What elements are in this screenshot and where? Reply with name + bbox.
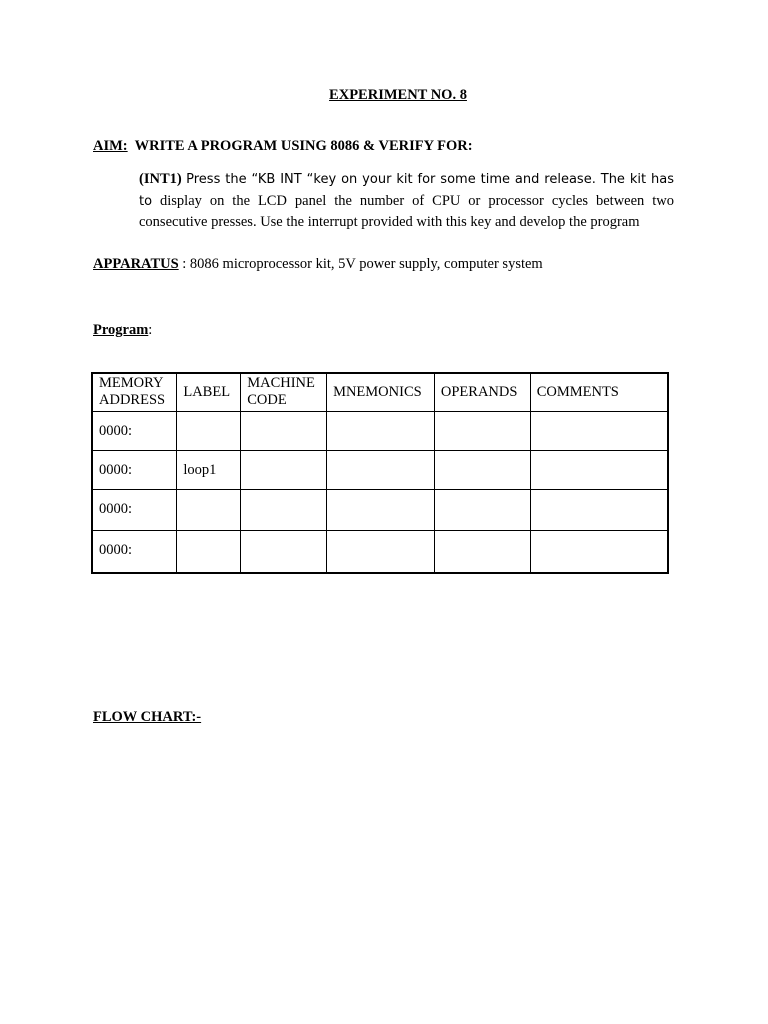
cell-mnemonics (327, 411, 435, 450)
table-row (92, 450, 668, 489)
apparatus-line (93, 256, 543, 273)
aim-text: WRITE A PROGRAM USING 8086 & VERIFY FOR: (134, 138, 473, 154)
cell-machine-code (241, 489, 327, 530)
cell-operands (434, 489, 530, 530)
cell-label (177, 530, 241, 573)
cell-label (177, 489, 241, 530)
cell-label (177, 411, 241, 450)
apparatus-text: : 8086 microprocessor kit, 5V power supply, computer system (182, 256, 543, 272)
cell-comments (530, 530, 668, 573)
cell-machine-code (241, 530, 327, 573)
cell-mnemonics (327, 489, 435, 530)
apparatus-label: APPARATUS (93, 256, 179, 272)
experiment-title: EXPERIMENT NO. 8 (329, 87, 467, 103)
int1-text-line1: Press the “KB INT “key on your kit for some time and release. The kit has to (139, 172, 674, 209)
cell-machine-code (241, 450, 327, 489)
flow-chart-heading: FLOW CHART:- (93, 709, 202, 725)
int1-label: (INT1) (139, 171, 182, 187)
program-label: Program (93, 322, 149, 338)
program-table (91, 372, 669, 574)
cell-operands (434, 411, 530, 450)
cell-memory-address: 0000: (92, 450, 177, 489)
cell-mnemonics (327, 450, 435, 489)
header-label: LABEL (177, 373, 241, 411)
cell-comments (530, 489, 668, 530)
header-mnemonics: MNEMONICS (327, 373, 435, 411)
table-row (92, 489, 668, 530)
header-operands: OPERANDS (434, 373, 530, 411)
aim-label: AIM: (93, 138, 128, 154)
header-comments: COMMENTS (530, 373, 668, 411)
cell-operands (434, 450, 530, 489)
cell-comments (530, 450, 668, 489)
cell-mnemonics (327, 530, 435, 573)
aim-line (93, 138, 473, 155)
cell-comments (530, 411, 668, 450)
header-machine-code: MACHINE CODE (241, 373, 327, 411)
cell-memory-address: 0000: (92, 489, 177, 530)
table-header-row (92, 373, 668, 411)
table-row (92, 530, 668, 573)
cell-memory-address: 0000: (92, 411, 177, 450)
table-row (92, 411, 668, 450)
int1-paragraph (139, 169, 674, 233)
cell-label: loop1 (177, 450, 241, 489)
int1-text-rest: display on the LCD panel the number of CPU or processor cycles between two consecutive presses. Use the interrupt provided with this key and develop the program (139, 192, 674, 230)
header-memory-address: MEMORY ADDRESS (92, 373, 177, 411)
program-heading (93, 322, 152, 339)
cell-operands (434, 530, 530, 573)
cell-memory-address: 0000: (92, 530, 177, 573)
program-suffix: : (148, 322, 153, 338)
cell-machine-code (241, 411, 327, 450)
